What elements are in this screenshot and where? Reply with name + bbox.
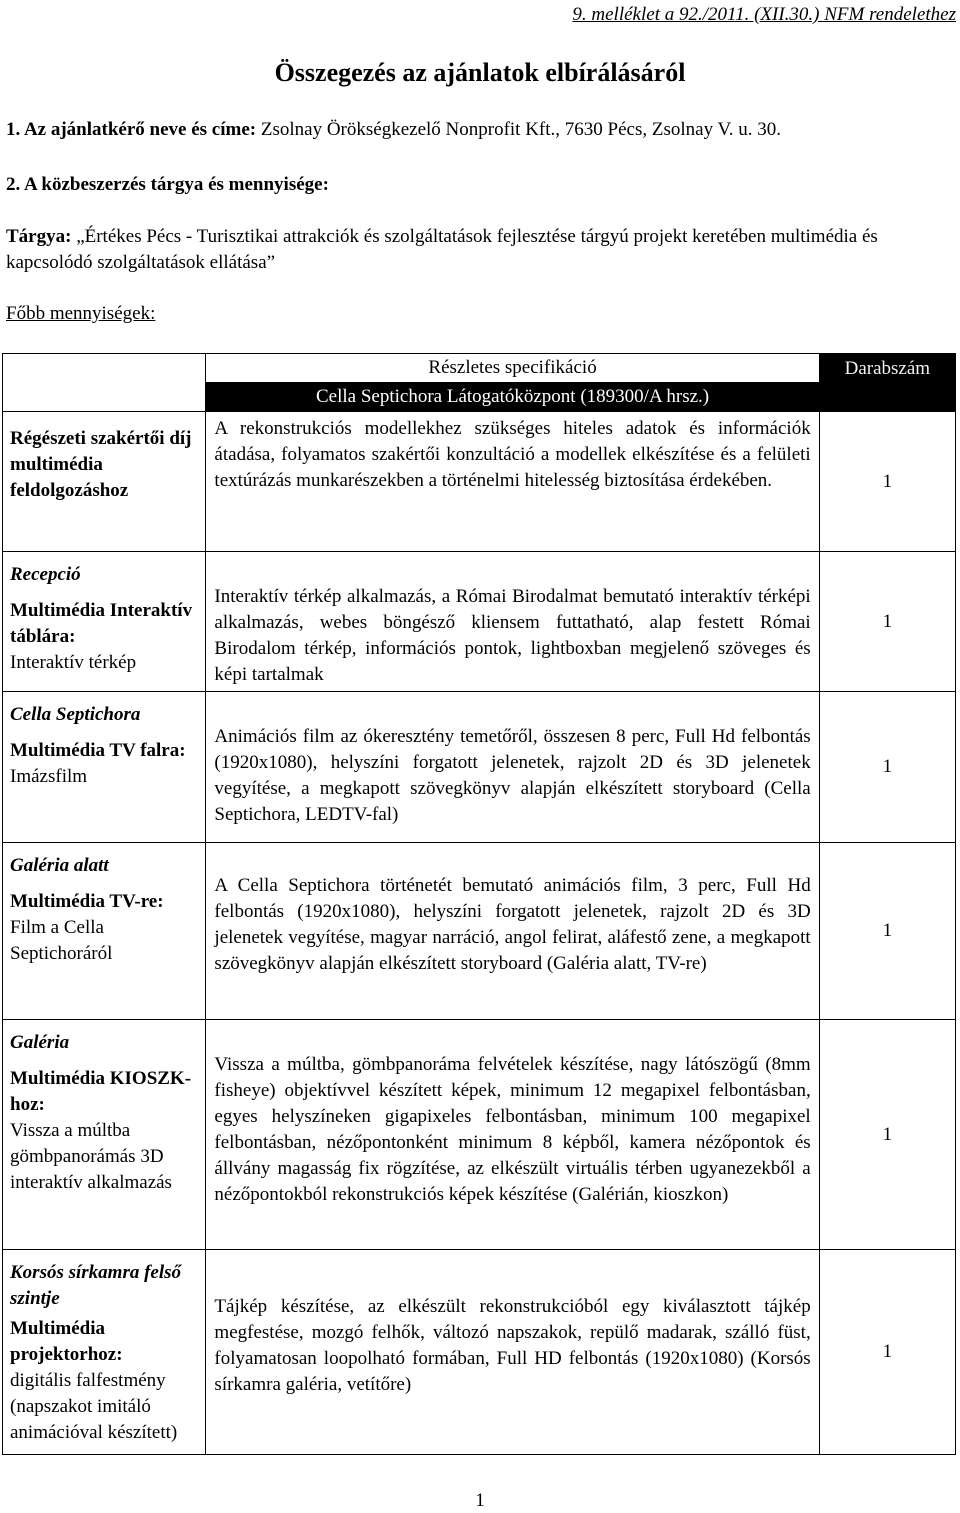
count-cell: 1 — [819, 843, 955, 1020]
header-count: Darabszám — [819, 354, 955, 412]
subject-value: „Értékes Pécs - Turisztikai attrakciók és szolgáltatások fejlesztése tárgyú projekt keretében multimédia és kapcsolódó szolgáltatások ellátása” — [6, 226, 878, 273]
page-title: Összegezés az ajánlatok elbírálásáról — [274, 58, 686, 87]
item-cell — [3, 1250, 206, 1455]
item-title: Multimédia TV-re: — [10, 891, 164, 912]
description-text: Vissza a múltba, gömbpanoráma felvételek készítése, nagy látószögű (8mm fisheye) objektívvel készített képek, minimum 12 megapixel felbontásban, egyes helyszíneken gigapixeles felbontásban, minimum 100 megapixel felbontásban, nézőpontonként minimum 8 képből, kamera nézőpontok és állvány magasság fix rögzítése, az elkészült virtuális térben ugyanezekből a nézőpontokból rekonstrukciós képek készítése (Galérián, kioszkon) — [214, 1054, 811, 1205]
location-label: Cella Septichora — [10, 704, 141, 725]
description-cell — [206, 1020, 819, 1250]
item-cell — [3, 692, 206, 843]
description-cell — [206, 843, 819, 1020]
description-cell — [206, 692, 819, 843]
header-spec-cell — [206, 354, 819, 383]
header-location: Cella Septichora Látogatóközpont (189300/A hrsz.) — [316, 386, 710, 407]
item-subtitle: Film a Cella Septichoráról — [10, 917, 113, 964]
table-row — [3, 412, 956, 552]
location-label: Korsós sírkamra felső szintje — [10, 1262, 182, 1309]
item-title: Régészeti szakértői díj multimédia feldolgozáshoz — [10, 428, 192, 501]
specification-table — [2, 353, 956, 1455]
item-subtitle: Interaktív térkép — [10, 652, 137, 673]
quantities-label: Főbb mennyiségek: — [6, 303, 156, 324]
table-header-row — [3, 354, 956, 383]
item-title: Multimédia projektorhoz: — [10, 1318, 123, 1365]
description-text: Animációs film az ókeresztény temetőről, összesen 8 perc, Full Hd felbontás (1920x1080), helyszíni forgatott jelenetek, rajzolt 2D és 3D jelenetek vegyítése, a megkapott szövegkönyv alapján elkészített storyboard (Cella Septichora, LEDTV-fal) — [214, 726, 811, 825]
table-row — [3, 692, 956, 843]
description-text: Interaktív térkép alkalmazás, a Római Birodalmat bemutató interaktív térképi alkalmazás, webes böngésző kliensem futtatható, alap festett Római Birodalom térkép, információs pontok, lightboxban megjelenő szöveges és képi tartalmak — [214, 586, 811, 685]
description-text: Tájkép készítése, az elkészült rekonstrukcióból egy kiválasztott tájkép megfestése, mozgó felhők, változó napszakok, repülő madarak, szálló füst, folyamatosan loopolható formában, Full HD felbontás (1920x1080) (Korsós sírkamra galéria, vetítőre) — [214, 1296, 811, 1395]
count-cell: 1 — [819, 412, 955, 552]
section1-label: 1. Az ajánlatkérő neve és címe: — [6, 119, 257, 140]
count-cell: 1 — [819, 1020, 955, 1250]
item-subtitle: Imázsfilm — [10, 766, 88, 787]
description-cell: A rekonstrukciós modellekhez szükséges hiteles adatok és információk átadása, folyamatos szakértői konzultáció a modellek elkészítése és a felületi textúrázás munkarészekben a történelmi hitelesség biztosítása érdekében. — [206, 412, 819, 552]
item-title: Multimédia Interaktív táblára: — [10, 600, 193, 647]
item-cell — [3, 412, 206, 552]
item-subtitle: Vissza a múltba gömbpanorámás 3D interaktív alkalmazás — [10, 1120, 172, 1193]
item-cell — [3, 843, 206, 1020]
header-location-cell — [206, 383, 819, 412]
contracting-authority — [6, 119, 781, 141]
header-empty-cell — [3, 354, 206, 412]
section1-value: Zsolnay Örökségkezelő Nonprofit Kft., 7630 Pécs, Zsolnay V. u. 30. — [260, 119, 782, 140]
item-title: Multimédia TV falra: — [10, 740, 186, 761]
annex-reference: 9. melléklet a 92./2011. (XII.30.) NFM rendelethez — [572, 4, 956, 25]
item-cell — [3, 1020, 206, 1250]
procurement-subject — [6, 224, 956, 276]
procurement-subject-heading — [6, 174, 329, 196]
subject-label: Tárgya: — [6, 226, 72, 247]
page-number: 1 — [475, 1490, 485, 1511]
item-cell — [3, 552, 206, 692]
location-label: Galéria — [10, 1032, 70, 1053]
count-cell: 1 — [819, 552, 955, 692]
count-cell: 1 — [819, 692, 955, 843]
table-row — [3, 1250, 956, 1455]
table-row — [3, 843, 956, 1020]
item-title: Multimédia KIOSZK-hoz: — [10, 1068, 192, 1115]
count-cell: 1 — [819, 1250, 955, 1455]
description-cell — [206, 552, 819, 692]
item-subtitle: digitális falfestmény (napszakot imitáló animációval készített) — [10, 1370, 178, 1443]
header-spec: Részletes specifikáció — [428, 357, 597, 378]
location-label: Recepció — [10, 564, 81, 585]
location-label: Galéria alatt — [10, 855, 109, 876]
section2-label: 2. A közbeszerzés tárgya és mennyisége: — [6, 174, 329, 195]
description-text: A Cella Septichora történetét bemutató animációs film, 3 perc, Full Hd felbontás (1920x1080), helyszíni forgatott jelenetek, rajzolt 2D és 3D jelenetek vegyítése, magyar narráció, angol felirat, aláfestő zene, a megkapott szövegkönyv alapján elkészített storyboard (Galéria alatt, TV-re) — [214, 875, 811, 974]
table-row — [3, 1020, 956, 1250]
table-row — [3, 552, 956, 692]
description-cell — [206, 1250, 819, 1455]
